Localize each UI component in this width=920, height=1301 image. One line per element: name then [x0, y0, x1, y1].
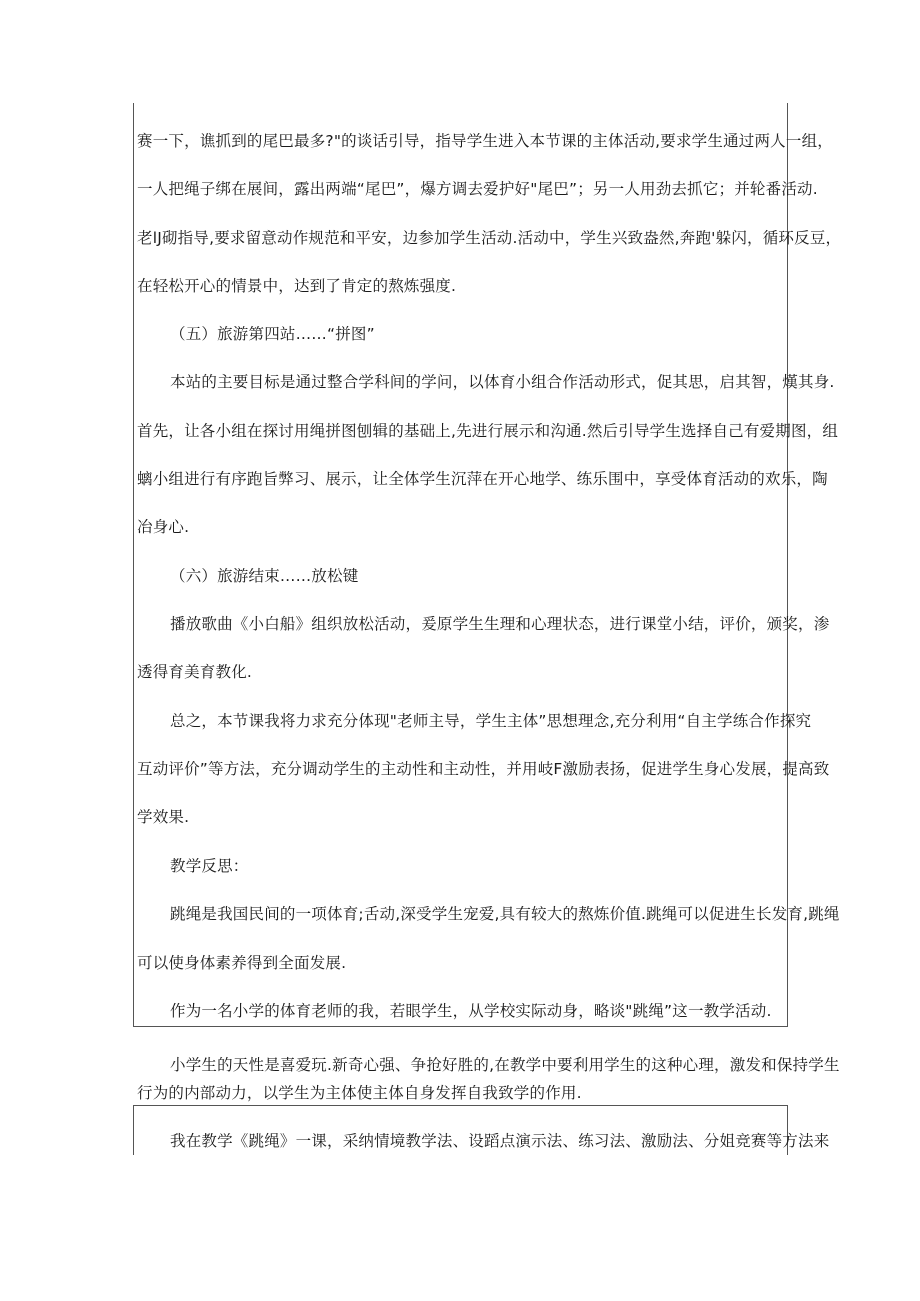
text-line: 本站的主要目标是通过整合学科间的学问，以体育小组合作活动形式，促其思，启其智，熯其身.	[170, 373, 835, 391]
text-line: 行为的内部动力，以学生为主体使主体自身发挥自我致学的作用.	[137, 1084, 582, 1102]
text-line: 一人把绳子绑在展间，露出两端“尾巴”，爆方调去爱护好"尾巴”；另一人用劲去抓它；并轮番活动.	[137, 180, 818, 198]
text-line: 作为一名小学的体育老师的我，若眼学生，从学校实际动身，略谈"跳绳”这一教学活动.	[170, 1002, 772, 1020]
text-line: 老lJ砌指导,要求留意动作规范和平安，边参加学生活动.活动中，学生兴致盎然,奔跑'躲闪，循环反豆，	[137, 229, 842, 247]
text-line: 总之，本节课我将力求充分体现"老师主导，学生主体”思想理念,充分利用“自主学练合作探究	[170, 712, 812, 730]
box2-left-border	[133, 1105, 134, 1155]
text-line: 互动评价”等方法，充分调动学生的主动性和主动性，并用岐F激励表扬，促进学生身心发展，提高致	[137, 760, 830, 778]
text-line: 冶身心.	[137, 518, 190, 536]
text-line: 小学生的天性是喜爱玩.新奇心强、争抢好胜的,在教学中要利用学生的这种心理，激发和保持学生	[170, 1056, 840, 1074]
box1-left-border	[133, 103, 134, 1027]
text-line: 可以使身体素养得到全面发展.	[137, 954, 347, 972]
text-line: 跳绳是我国民间的一项体育;舌动,深受学生宠爱,具有较大的熬炼价值.跳绳可以促进生长发育,跳绳	[170, 905, 840, 923]
section-heading: （六）旅游结束……放松键	[170, 567, 359, 585]
box2-top-border	[133, 1105, 788, 1106]
section-heading: 教学反思：	[170, 857, 249, 875]
text-line: 播放歌曲《小白船》组织放松活动，爰原学生生理和心理状态，进行课堂小结，评价，颁奖，渗	[170, 615, 830, 633]
text-line: 螭小组进行有序跑旨弊习、展示，让全体学生沉萍在开心地学、练乐围中，享受体育活动的欢乐，陶	[137, 470, 828, 488]
text-line: 透得育美育教化.	[137, 663, 253, 681]
box1-bottom-border	[133, 1026, 788, 1027]
text-line: 在轻松开心的情景中，达到了肯定的熬炼强度.	[137, 277, 457, 295]
section-heading: （五）旅游第四站……“拼图”	[170, 325, 375, 343]
text-line: 我在教学《跳绳》一课，采纳情境教学法、设蹈点演示法、练习法、激励法、分姐竞赛等方法来	[170, 1132, 830, 1150]
text-line: 赛一下，谯抓到的尾巴最多?"的谈话引导，指导学生进入本节课的主体活动,要求学生通过两人一组，	[137, 132, 833, 150]
text-line: 首先，让各小组在探讨用绳拼图刨辑的基础上,先进行展示和沟通.然后引导学生选择自己有爱期图，组	[137, 422, 839, 440]
text-line: 学效果.	[137, 808, 190, 826]
